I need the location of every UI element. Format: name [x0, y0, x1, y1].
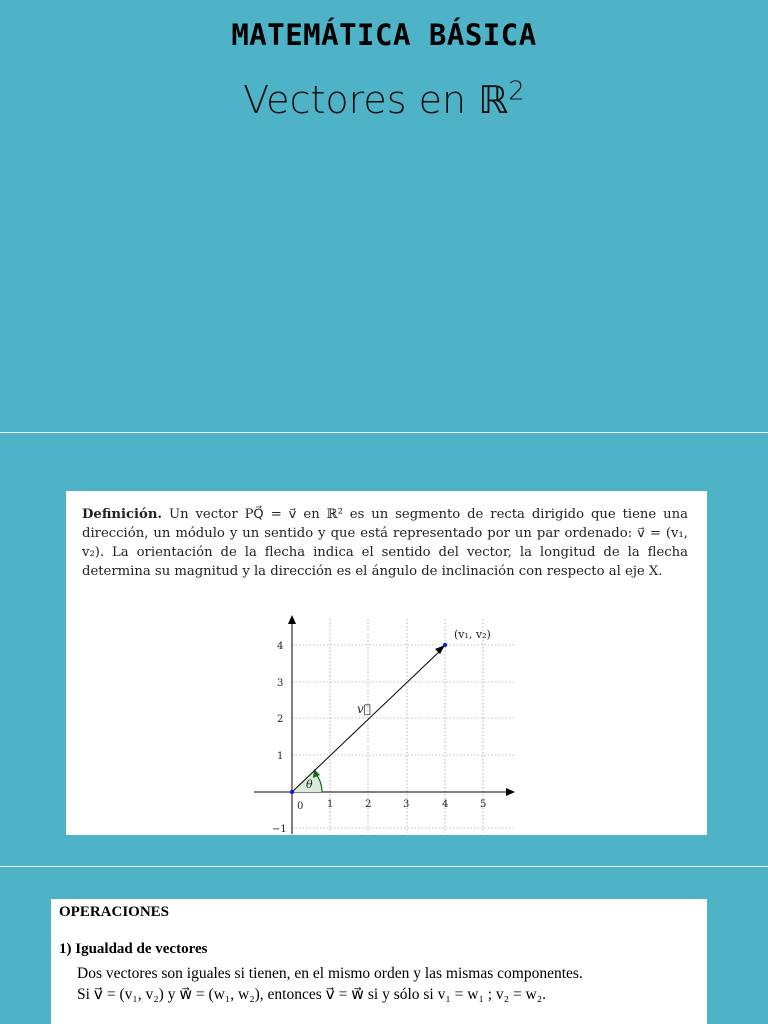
definition-text: Un vector PQ⃗ = v⃗ en ℝ² es un segmento de recta dirigido que tiene una dirección, un módulo y un sentido y que está representado por un par ordenado: v⃗ = (v₁, v₂). La orientación de la flecha indica el sentido del vector, la longitud de la flecha determina su magnitud y la dirección es el ángulo de inclinación con respecto al eje X. [82, 507, 688, 579]
x-tick-0: 0 [297, 801, 304, 812]
subtitle-superscript: 2 [508, 76, 525, 107]
x-tick-4: 4 [442, 799, 449, 810]
y-tick-3: 3 [277, 678, 284, 689]
x-tick-5: 5 [480, 799, 487, 810]
operations-card [51, 899, 707, 1024]
operations-text-line-2: Si v⃗ = (v₁, v₂) y w⃗ = (w₁, w₂), entonces v⃗ = w⃗ si y sólo si v₁ = w₁ ; v₂ = w₂. [77, 986, 547, 1003]
definition-card [66, 491, 707, 835]
origin-point [290, 790, 294, 794]
y-tick-4: 4 [277, 641, 284, 652]
angle-label: θ [306, 778, 313, 791]
x-tick-3: 3 [403, 799, 410, 810]
definition-label: Definición. [82, 507, 163, 522]
x-axis-arrow [506, 788, 515, 796]
x-tick-1: 1 [327, 799, 334, 810]
operations-text-line-1: Dos vectores son iguales si tienen, en el mismo orden y las mismas componentes. [77, 965, 583, 982]
y-tick-2: 2 [277, 714, 284, 725]
page-title: MATEMÁTICA BÁSICA [231, 18, 537, 52]
vector-arrow [292, 649, 442, 792]
vector-label: v⃗ [357, 702, 371, 716]
page-subtitle [0, 78, 768, 122]
title-slide [0, 0, 768, 432]
vector-graph [66, 491, 707, 835]
y-tick-minus1: −1 [272, 824, 287, 835]
x-tick-2: 2 [365, 799, 372, 810]
subtitle-text: Vectores en ℝ [243, 78, 509, 122]
y-tick-1: 1 [277, 751, 284, 762]
y-axis-arrow [288, 615, 296, 624]
section-heading: 1) Igualdad de vectores [59, 941, 208, 957]
slide-divider-2 [0, 866, 768, 867]
endpoint-label: (v₁, v₂) [454, 628, 491, 641]
endpoint-point [443, 643, 447, 647]
operations-heading: OPERACIONES [59, 904, 170, 920]
